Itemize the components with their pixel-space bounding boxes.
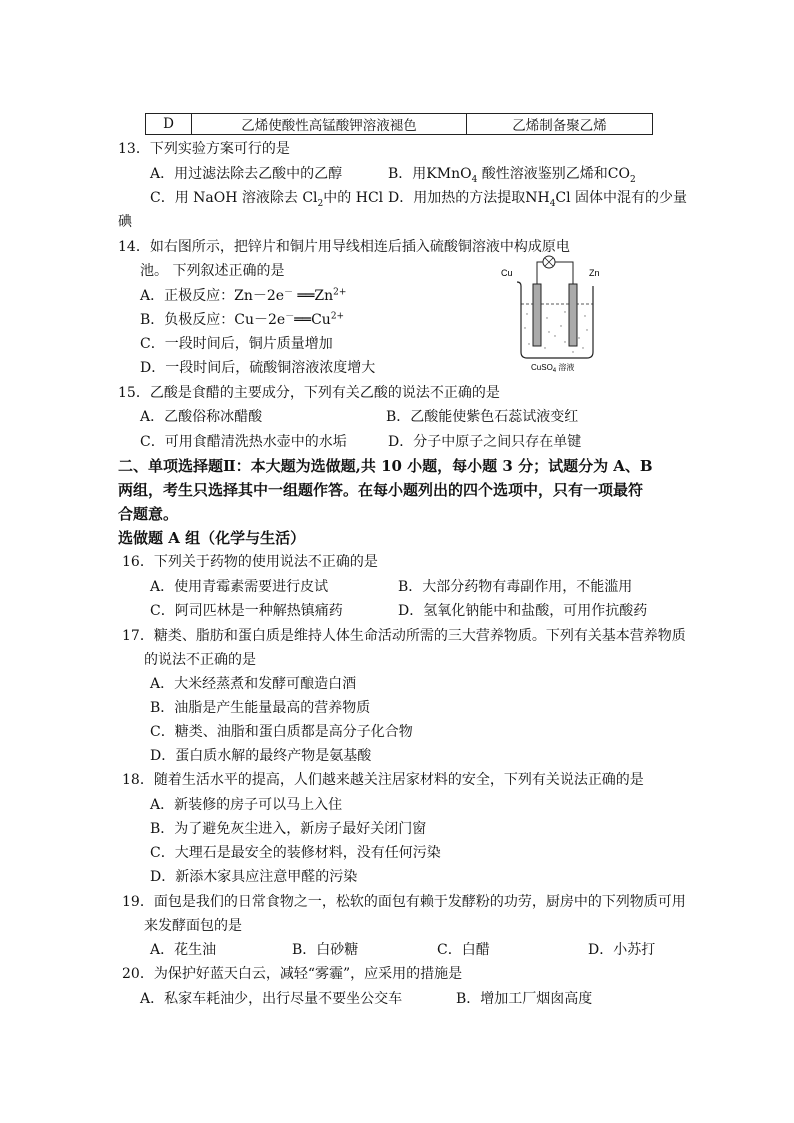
q14-option-b: B．负极反应：$Cu-2e^-══Cu^{2+}$ (140, 311, 345, 328)
q18-option-d: D．新添木家具应注意甲醛的污染 (150, 869, 358, 885)
q16-option-b: B．大部分药物有毒副作用，不能滥用 (398, 579, 633, 595)
q15-stem: 15．乙酸是食醋的主要成分，下列有关乙酸的说法不正确的是 (118, 385, 500, 401)
q17-stem-line2: 的说法不正确的是 (144, 652, 256, 668)
table-cell-reaction: 乙烯制备聚乙烯 (467, 114, 653, 135)
galvanic-cell-diagram (495, 252, 615, 374)
table-cell-letter: D (146, 114, 192, 135)
table-row (146, 114, 653, 135)
q18-option-b: B．为了避免灰尘进入，新房子最好关闭门窗 (150, 821, 427, 837)
q15-option-c: C．可用食醋清洗热水壶中的水垢 (140, 434, 347, 450)
label-cu: Cu (501, 268, 513, 278)
q14-stem-line2: 池。 下列叙述正确的是 (140, 263, 285, 279)
q16-option-a: A．使用青霉素需要进行皮试 (150, 579, 329, 595)
q13-option-c: C．用 NaOH 溶液除去 $Cl_2$中的 HCl (150, 190, 384, 209)
q19-option-c: C．白醋 (437, 942, 490, 958)
beaker-icon (517, 282, 593, 358)
q15-option-b: B．乙酸能使紫色石蕊试液变红 (386, 409, 579, 425)
q16-option-d: D．氢氧化钠能中和盐酸，可用作抗酸药 (398, 603, 648, 619)
q16-stem: 16．下列关于药物的使用说法不正确的是 (122, 554, 378, 570)
q14-option-c: C．一段时间后，铜片质量增加 (140, 336, 333, 352)
section2-line2: 两组，考生只选择其中一组题作答。在每小题列出的四个选项中，只有一项最符 (118, 481, 644, 499)
q14-stem-line1: 14．如右图所示，把锌片和铜片用导线相连后插入硫酸铜溶液中构成原电 (118, 239, 570, 255)
section2-line1: 二、单项选择题Ⅱ：本大题为选做题,共 10 小题，每小题 3 分；试题分为 A、B (118, 457, 653, 475)
q19-option-d: D．小苏打 (588, 942, 656, 958)
q18-option-a: A．新装修的房子可以马上入住 (150, 797, 343, 813)
answer-table (145, 113, 653, 135)
label-zn: Zn (589, 268, 600, 278)
q19-stem-line2: 来发酵面包的是 (144, 918, 242, 934)
q19-option-a: A．花生油 (150, 942, 217, 958)
q14-option-d: D．一段时间后，硫酸铜溶液浓度增大 (140, 360, 376, 376)
q20-option-a: A．私家车耗油少，出行尽量不要坐公交车 (140, 991, 403, 1007)
q20-option-b: B．增加工厂烟囱高度 (456, 991, 593, 1007)
q17-option-b: B．油脂是产生能量最高的营养物质 (150, 700, 371, 716)
zinc-electrode (569, 284, 577, 346)
q13-option-a: A．用过滤法除去乙酸中的乙醇 (150, 166, 343, 182)
q15-option-a: A．乙酸俗称冰醋酸 (140, 409, 263, 425)
q13-option-b: B．用KMnO$_4$ 酸性溶液鉴别乙烯和$CO_2$ (388, 166, 636, 185)
q16-option-c: C．阿司匹林是一种解热镇痛药 (150, 603, 343, 619)
q13-option-d: D．用加热的方法提取$NH_4Cl$ 固体中混有的少量 (388, 190, 688, 209)
label-solution: CuSO$_4$ 溶液 (531, 363, 575, 374)
q14-option-a: A．正极反应：Zn－2e－ $══Zn^{2+}$ (140, 287, 347, 304)
copper-electrode (533, 284, 541, 346)
q13-stem: 13．下列实验方案可行的是 (118, 141, 290, 157)
q15-option-d: D．分子中原子之间只存在单键 (388, 434, 582, 450)
q18-option-c: C．大理石是最安全的装修材料，没有任何污染 (150, 845, 441, 861)
section2-line3: 合题意。 (118, 505, 179, 523)
q13-option-d-wrap: 碘 (118, 214, 132, 230)
q19-option-b: B．白砂糖 (292, 942, 359, 958)
q17-option-d: D．蛋白质水解的最终产物是氨基酸 (150, 748, 372, 764)
section2-group-title: 选做题 A 组（化学与生活） (118, 529, 306, 547)
q17-option-c: C．糖类、油脂和蛋白质都是高分子化合物 (150, 724, 413, 740)
q17-stem-line1: 17．糖类、脂肪和蛋白质是维持人体生命活动所需的三大营养物质。下列有关基本营养物质 (122, 628, 686, 644)
q17-option-a: A．大米经蒸煮和发酵可酿造白酒 (150, 676, 357, 692)
q18-stem: 18．随着生活水平的提高，人们越来越关注居家材料的安全，下列有关说法正确的是 (122, 772, 644, 788)
q20-stem: 20．为保护好蓝天白云，减轻“雾霾”，应采用的措施是 (122, 966, 463, 982)
table-cell-phenomenon: 乙烯使酸性高锰酸钾溶液褪色 (192, 114, 467, 135)
q19-stem-line1: 19．面包是我们的日常食物之一，松软的面包有赖于发酵粉的功劳，厨房中的下列物质可用 (122, 894, 686, 910)
